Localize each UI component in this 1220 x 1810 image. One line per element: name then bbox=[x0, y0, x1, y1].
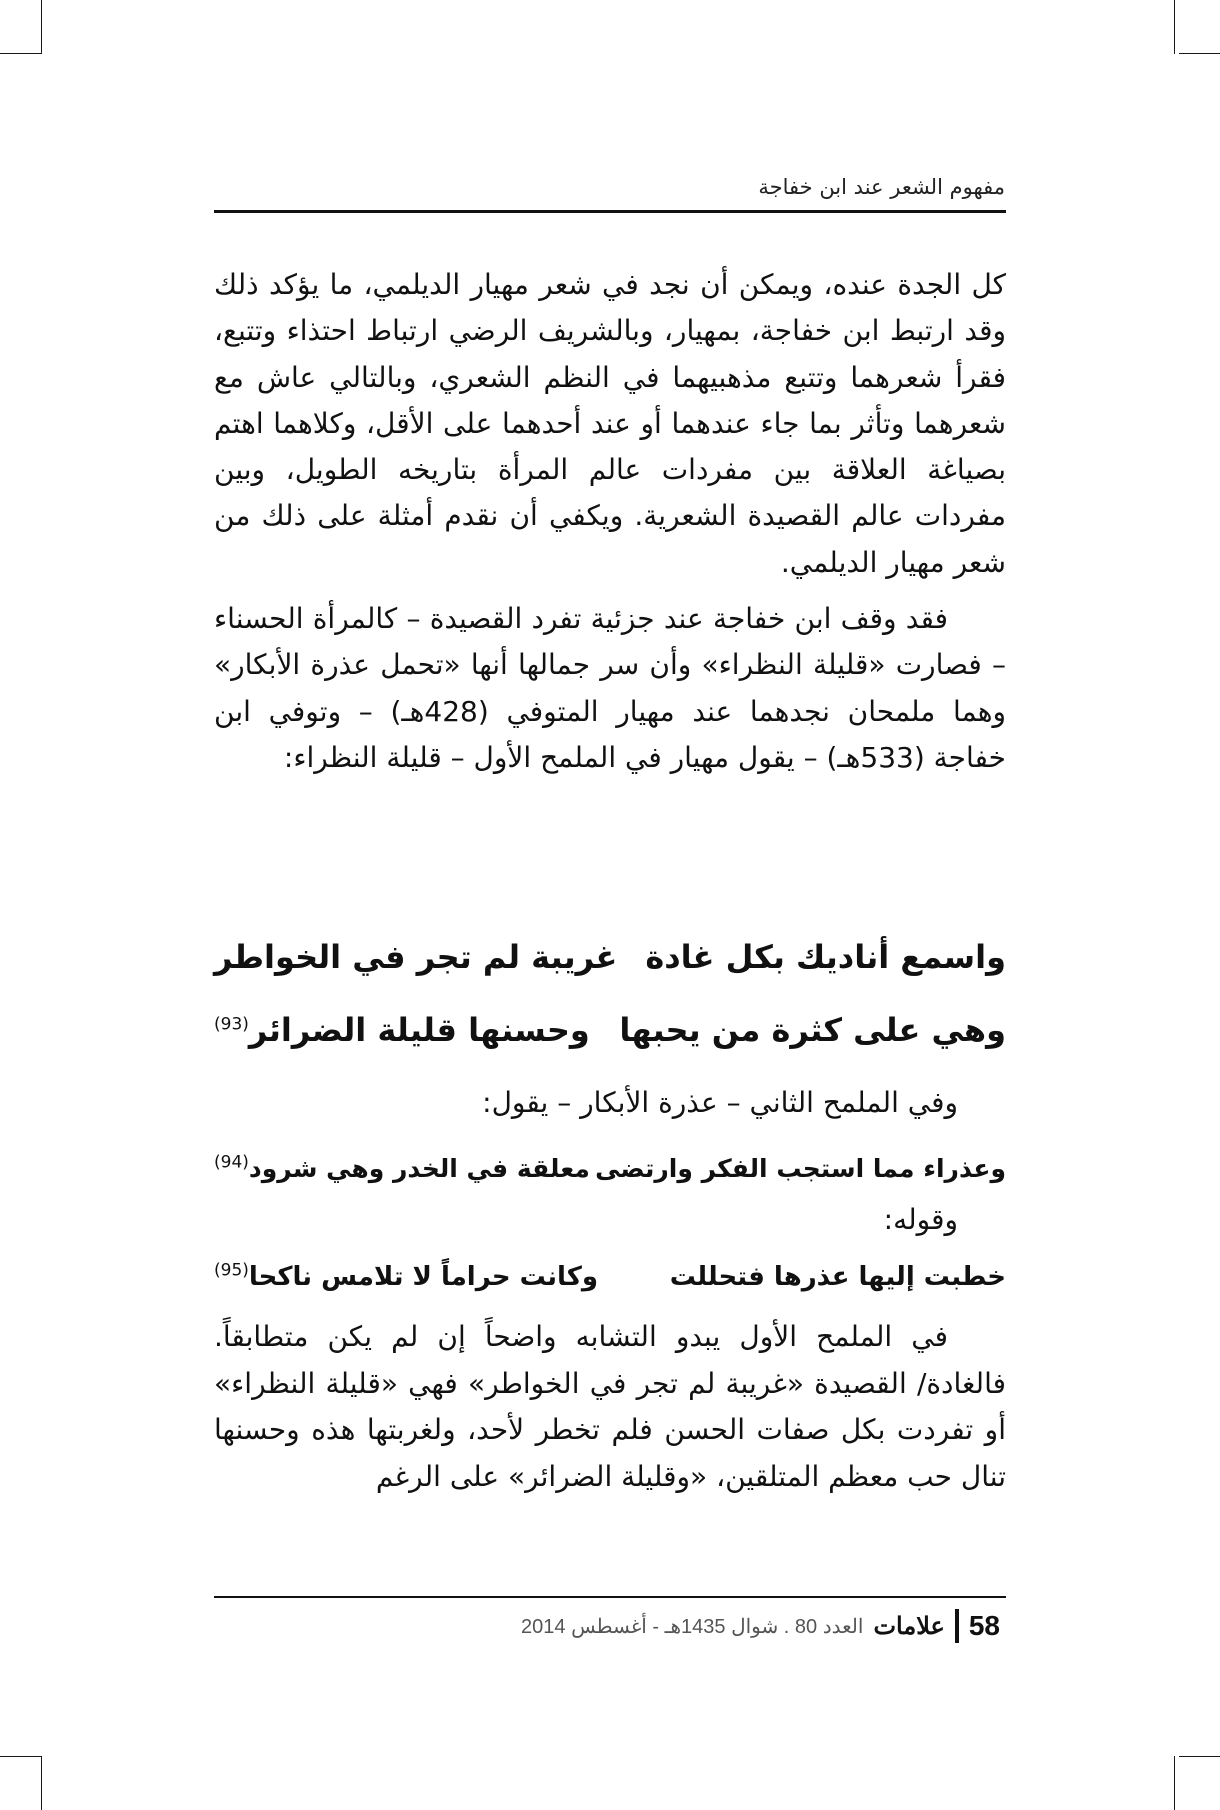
crop-mark bbox=[1174, 1756, 1175, 1810]
running-header: مفهوم الشعر عند ابن خفاجة bbox=[758, 175, 1005, 199]
verse-line bbox=[214, 1154, 1006, 1183]
footnote-marker: (93) bbox=[214, 1014, 249, 1035]
intro-line: وقوله: bbox=[883, 1203, 958, 1236]
verse-first-hemistich: وعذراء مما استجب الفكر وارتضى bbox=[595, 1154, 1006, 1183]
body-text bbox=[214, 262, 1006, 781]
journal-logo: علامات bbox=[873, 1612, 945, 1640]
page-number: 58 bbox=[968, 1610, 1000, 1641]
verse-second-hemistich bbox=[214, 1154, 590, 1183]
verse-first-hemistich: وهي على كثرة من يحبها bbox=[619, 1011, 1006, 1049]
verse-second-hemistich bbox=[214, 1262, 598, 1292]
crop-mark bbox=[0, 1756, 41, 1757]
verse-first-hemistich: واسمع أناديك بكل غادة bbox=[645, 938, 1006, 976]
paragraph: في الملمح الأول يبدو التشابه واضحاً إن لم يكن متطابقاً. فالغادة/ القصيدة «غريبة لم تجر في الخواطر» فهي «قليلة النظراء» أو تفردت بكل صفات الحسن فلم تخطر لأحد، ولغربتها هذه وحسنها تنال حب معظم المتلقين، «وقليلة الضرائر» على الرغم bbox=[214, 1320, 1006, 1493]
crop-mark bbox=[1179, 1756, 1220, 1757]
body-text bbox=[214, 1314, 1006, 1500]
crop-mark bbox=[41, 0, 42, 54]
verse-line bbox=[214, 938, 1006, 976]
footnote-marker: (95) bbox=[214, 1260, 249, 1281]
verse-text: وحسنها قليلة الضرائر bbox=[248, 1011, 590, 1049]
verse-text: وكانت حراماً لا تلامس ناكحا bbox=[248, 1262, 599, 1292]
verse-first-hemistich: خطبت إليها عذرها فتحللت bbox=[669, 1262, 1006, 1292]
issue-info: العدد 80 . شوال 1435هـ - أغسطس 2014 bbox=[521, 1615, 864, 1638]
header-rule bbox=[214, 210, 1006, 213]
verse-line bbox=[214, 1262, 1006, 1292]
crop-mark bbox=[1179, 53, 1220, 54]
crop-mark bbox=[0, 53, 41, 54]
intro-line: وفي الملمح الثاني – عذرة الأبكار – يقول: bbox=[482, 1086, 958, 1119]
footer-rule bbox=[214, 1596, 1006, 1598]
crop-mark bbox=[1174, 0, 1175, 54]
verse-text: معلقة في الخدر وهي شرود bbox=[248, 1154, 590, 1183]
verse-line bbox=[214, 1011, 1006, 1049]
paragraph: كل الجدة عنده، ويمكن أن نجد في شعر مهيار الديلمي، ما يؤكد ذلك وقد ارتبط ابن خفاجة، بمهيار، وبالشريف الرضي ارتباط احتذاء وتتبع، فقرأ شعرهما وتتبع مذهبيهما في النظم الشعري، وبالتالي عاش مع شعرهما وتأثر بما جاء عندهما أو عند أحدهما على الأقل، وكلاهما اهتم بصياغة العلاقة بين مفردات عالم المرأة بتاريخه الطويل، وبين مفردات عالم القصيدة الشعرية. ويكفي أن نقدم أمثلة على ذلك من شعر مهيار الديلمي. bbox=[214, 268, 1006, 579]
verse-second-hemistich: غريبة لم تجر في الخواطر bbox=[214, 938, 618, 976]
footer-divider bbox=[955, 1609, 959, 1643]
page-footer bbox=[214, 1606, 1006, 1646]
crop-mark bbox=[41, 1756, 42, 1810]
paragraph: فقد وقف ابن خفاجة عند جزئية تفرد القصيدة – كالمرأة الحسناء – فصارت «قليلة النظراء» وأن سر جمالها أنها «تحمل عذرة الأبكار» وهما ملمحان نجدهما عند مهيار المتوفي (428هـ) – وتوفي ابن خفاجة (533هـ) – يقول مهيار في الملمح الأول – قليلة النظراء: bbox=[214, 602, 1006, 774]
footnote-marker: (94) bbox=[214, 1152, 249, 1173]
verse-second-hemistich bbox=[214, 1011, 590, 1049]
